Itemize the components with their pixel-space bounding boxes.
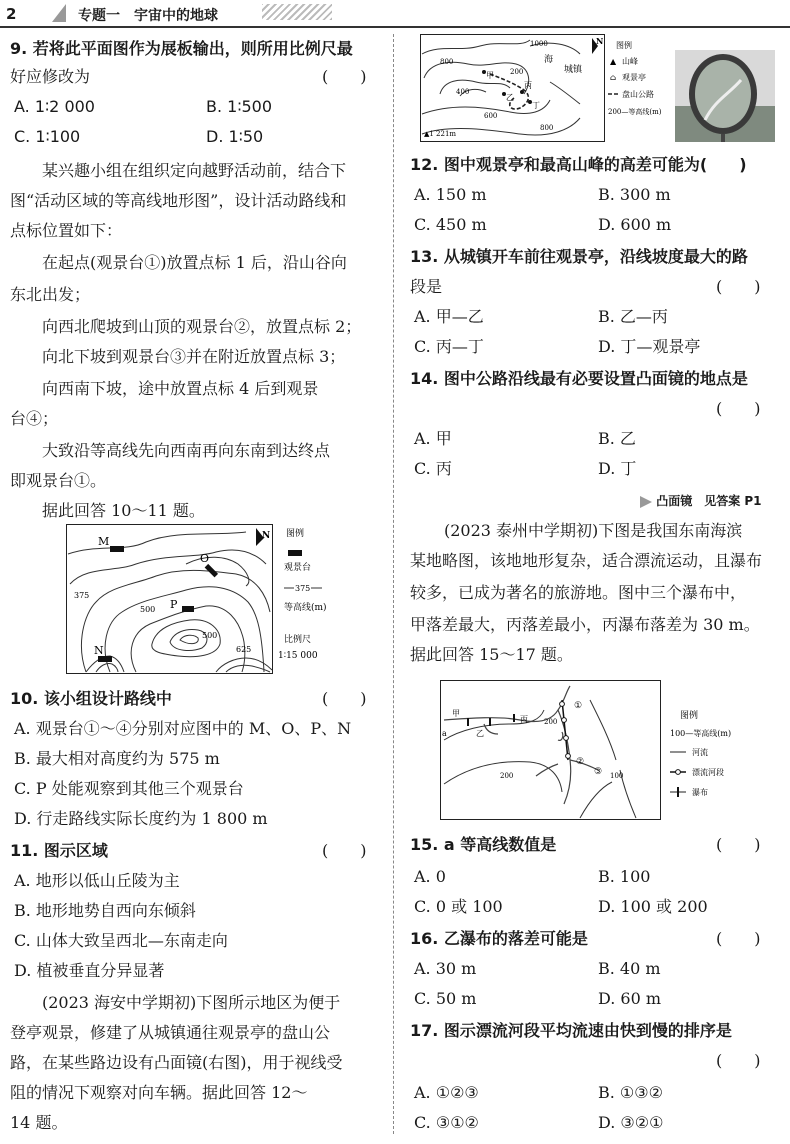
road-point-marker (520, 90, 524, 94)
peak-label: ▲1 221m (424, 130, 457, 138)
q16-stem: 16. 乙瀑布的落差可能是 (410, 929, 588, 948)
intro3-line: 某地略图，该地地形复杂，适合漂流运动，且瀑布 (410, 551, 763, 570)
q16-option-c[interactable]: C. 50 m (414, 989, 477, 1008)
svg-text:N: N (262, 531, 271, 541)
convex-mirror-photo (675, 50, 775, 142)
intro-line: 即观景台①。 (10, 471, 107, 490)
q17-option-b[interactable]: B. ①③② (598, 1083, 663, 1102)
q9-paren: ( ) (322, 67, 367, 86)
q14-option-a[interactable]: A. 甲 (414, 429, 452, 448)
coastal-waterfall-map (440, 680, 770, 820)
contour-value-label: 500 (202, 631, 218, 640)
contour-value-label: 200 (500, 772, 514, 780)
q11-option-b[interactable]: B. 地形地势自西向东倾斜 (14, 901, 196, 920)
q12-option-b[interactable]: B. 300 m (598, 185, 671, 204)
intro-line: 图“活动区域的等高线地形图”，设计活动路线和 (10, 191, 347, 210)
intro2-line: (2023 海安中学期初)下图所示地区为便于 (42, 993, 341, 1012)
answer-reference-bar (640, 492, 762, 509)
intro-line: 台④； (10, 409, 59, 428)
legend-peak-label: 山峰 (622, 57, 638, 66)
legend-waterfall-label: 瀑布 (692, 788, 708, 797)
intro-line: 向西南下坡，途中放置点标 4 后到观景 (42, 379, 319, 398)
map-frame (421, 35, 605, 142)
rafting-reach-label-3: ③ (594, 767, 603, 777)
q17-paren: ( ) (716, 1051, 761, 1070)
answer-reference-text: 凸面镜 见答案 P1 (656, 494, 762, 508)
legend-scale-value: 1∶15 000 (278, 651, 318, 661)
q17-stem: 17. 图示漂流河段平均流速由快到慢的排序是 (410, 1021, 732, 1040)
page-number: 2 (6, 5, 17, 23)
rafting-reach-label-1: ① (574, 701, 583, 711)
intro-line: 东北出发； (10, 285, 91, 304)
contour-value-label: 100 (610, 772, 624, 780)
q11-paren: ( ) (322, 841, 367, 860)
q15-stem: 15. a 等高线数值是 (410, 835, 557, 854)
intro-line: 在起点(观景台①)放置点标 1 后，沿山谷向 (42, 253, 347, 272)
contour-value-label: 200 (544, 718, 558, 726)
q9-option-c[interactable]: C. 1∶100 (14, 127, 81, 146)
contour-value-label: 600 (484, 112, 498, 120)
legend-contour-label: 等高线(m) (284, 603, 327, 613)
contour-value-label: 200 (510, 68, 524, 76)
contour-value-label: 500 (140, 605, 156, 614)
rafting-node (564, 736, 569, 741)
q10-option-d[interactable]: D. 行走路线实际长度约为 1 800 m (14, 809, 268, 828)
intro-line: 据此回答 10～11 题。 (42, 501, 205, 520)
intro-line: 大致沿等高线先向西南再向东南到达终点 (42, 441, 331, 460)
rafting-node (566, 754, 571, 759)
q13-option-c[interactable]: C. 丙—丁 (414, 337, 484, 356)
q12-stem: 12. 图中观景亭和最高山峰的高差可能为( ) (410, 155, 747, 174)
q10-stem: 10. 该小组设计路线中 (10, 689, 172, 708)
q16-option-a[interactable]: A. 30 m (414, 959, 477, 978)
legend-observation-label: 观景台 (284, 563, 312, 573)
legend-title: 图例 (286, 529, 305, 539)
tag-arrow-icon (640, 496, 652, 508)
q13-option-d[interactable]: D. 丁—观景亭 (598, 337, 701, 356)
q13-line2: 段是 (410, 277, 443, 296)
q13-line1: 13. 从城镇开车前往观景亭，沿线坡度最大的路 (410, 247, 748, 266)
contour-value-label: 800 (440, 58, 454, 66)
intro2-line: 路，在某些路边设有凸面镜(右图)，用于视线受 (10, 1053, 343, 1072)
contour-value-label: 1000 (530, 40, 548, 48)
intro3-line: (2023 泰州中学期初)下图是我国东南海滨 (444, 521, 743, 540)
point-label-p: P (170, 598, 178, 611)
header-triangle-decoration (52, 4, 66, 22)
q9-option-a[interactable]: A. 1∶2 000 (14, 97, 95, 116)
intro2-line: 阻的情况下观察对向车辆。据此回答 12～ (10, 1083, 308, 1102)
contour-value-label: 400 (456, 88, 470, 96)
q9-line2: 好应修改为 (10, 67, 91, 86)
q10-option-b[interactable]: B. 最大相对高度约为 575 m (14, 749, 220, 768)
sea-label: 海 (544, 55, 554, 65)
q10-option-c[interactable]: C. P 处能观察到其他三个观景台 (14, 779, 244, 798)
intro-line: 向北下坡到观景台③并在附近放置点标 3； (42, 347, 346, 366)
legend-title: 图例 (680, 711, 699, 721)
q9-option-d[interactable]: D. 1∶50 (206, 127, 264, 146)
road-point-label-bing: 丙 (524, 81, 532, 90)
legend-contour-label: 100—等高线(m) (670, 729, 732, 738)
svg-text:N: N (596, 36, 604, 46)
q12-option-d[interactable]: D. 600 m (598, 215, 672, 234)
q9-line1: 9. 若将此平面图作为展板输出，则所用比例尺最 (10, 39, 353, 58)
legend-rafting-icon (670, 770, 686, 775)
legend-scale-title: 比例尺 (284, 635, 312, 645)
legend-title: 图例 (616, 41, 632, 50)
q11-option-c[interactable]: C. 山体大致呈西北—东南走向 (14, 931, 228, 950)
legend-river-label: 河流 (692, 748, 708, 757)
intro3-line: 较多，已成为著名的旅游地。图中三个瀑布中， (410, 583, 747, 602)
topic-title: 专题一 宇宙中的地球 (78, 8, 218, 24)
q10-paren: ( ) (322, 689, 367, 708)
legend-road-label: 盘山公路 (622, 90, 654, 99)
q16-option-d[interactable]: D. 60 m (598, 989, 662, 1008)
q17-option-d[interactable]: D. ③②① (598, 1113, 664, 1132)
q15-paren: ( ) (716, 835, 761, 854)
town-label: 城镇 (564, 65, 583, 75)
legend-contour-value: 375 (295, 584, 311, 593)
point-label-m: M (98, 535, 110, 548)
header-hatch-decoration (262, 4, 332, 20)
q11-option-d[interactable]: D. 植被垂直分异显著 (14, 961, 165, 980)
q11-stem: 11. 图示区域 (10, 841, 108, 860)
legend-waterfall-icon (670, 787, 686, 797)
contour-value-label: 625 (236, 645, 252, 654)
q15-option-c[interactable]: C. 0 或 100 (414, 897, 503, 916)
waterfall-label-yi: 乙 (476, 729, 484, 738)
contour-value-label: 375 (74, 591, 90, 600)
q15-option-d[interactable]: D. 100 或 200 (598, 897, 708, 916)
point-label-n: N (94, 644, 104, 657)
legend-observation-icon (288, 550, 302, 556)
observation-deck-marker (110, 546, 124, 552)
waterfall-label-jia: 甲 (452, 709, 460, 718)
intro3-line: 据此回答 15～17 题。 (410, 645, 573, 664)
q14-option-b[interactable]: B. 乙 (598, 429, 636, 448)
q17-option-c[interactable]: C. ③①② (414, 1113, 479, 1132)
intro2-line: 登亭观景，修建了从城镇通往观景亭的盘山公 (10, 1023, 331, 1042)
q13-paren: ( ) (716, 277, 761, 296)
contour-value-label: 800 (540, 124, 554, 132)
q12-option-a[interactable]: A. 150 m (414, 185, 487, 204)
rafting-node (562, 718, 567, 723)
intro2-line: 14 题。 (10, 1113, 68, 1132)
q9-option-b[interactable]: B. 1∶500 (206, 97, 273, 116)
mountain-road-map (420, 34, 670, 144)
q16-paren: ( ) (716, 929, 761, 948)
legend-pavilion-icon: ⌂ (610, 73, 617, 82)
q14-option-c[interactable]: C. 丙 (414, 459, 452, 478)
intro-line: 向西北爬坡到山顶的观景台②，放置点标 2； (42, 317, 362, 336)
legend-rafting-label: 漂流河段 (692, 768, 724, 777)
road-point-label-jia: 甲 (486, 71, 494, 80)
q15-option-b[interactable]: B. 100 (598, 867, 651, 886)
q10-option-a[interactable]: A. 观景台①～④分别对应图中的 M、O、P、N (14, 719, 352, 738)
rafting-reach-label-2: ② (576, 757, 585, 767)
q15-option-a[interactable]: A. 0 (414, 867, 446, 886)
q16-option-b[interactable]: B. 40 m (598, 959, 661, 978)
observation-deck-marker (182, 606, 194, 612)
q13-option-b[interactable]: B. 乙—丙 (598, 307, 668, 326)
legend-pavilion-label: 观景亭 (622, 73, 646, 82)
page-header (0, 0, 790, 28)
intro-line: 点标位置如下： (10, 221, 123, 240)
map-frame (441, 681, 661, 820)
q14-paren: ( ) (716, 399, 761, 418)
road-point-label-yi: 乙 (506, 93, 514, 102)
intro-line: 某兴趣小组在组织定向越野活动前，结合下 (42, 161, 347, 180)
legend-peak-icon: ▲ (610, 57, 617, 66)
q12-option-c[interactable]: C. 450 m (414, 215, 487, 234)
waterfall-label-bing: 丙 (520, 715, 528, 724)
q13-option-a[interactable]: A. 甲—乙 (414, 307, 484, 326)
legend-contour-label: 200—等高线(m) (608, 108, 662, 116)
road-point-label-ding: 丁 (532, 101, 540, 110)
q11-option-a[interactable]: A. 地形以低山丘陵为主 (14, 871, 180, 890)
q17-option-a[interactable]: A. ①②③ (414, 1083, 479, 1102)
q14-line1: 14. 图中公路沿线最有必要设置凸面镜的地点是 (410, 369, 748, 388)
contour-label-a: a (442, 729, 447, 738)
contour-map-activity-area (66, 524, 378, 674)
header-rule (0, 26, 790, 28)
point-label-o: O (200, 552, 210, 565)
column-divider (393, 34, 394, 1134)
q14-option-d[interactable]: D. 丁 (598, 459, 637, 478)
rafting-node (560, 702, 565, 707)
intro3-line: 甲落差最大，丙落差最小，丙瀑布落差为 30 m。 (410, 615, 760, 634)
